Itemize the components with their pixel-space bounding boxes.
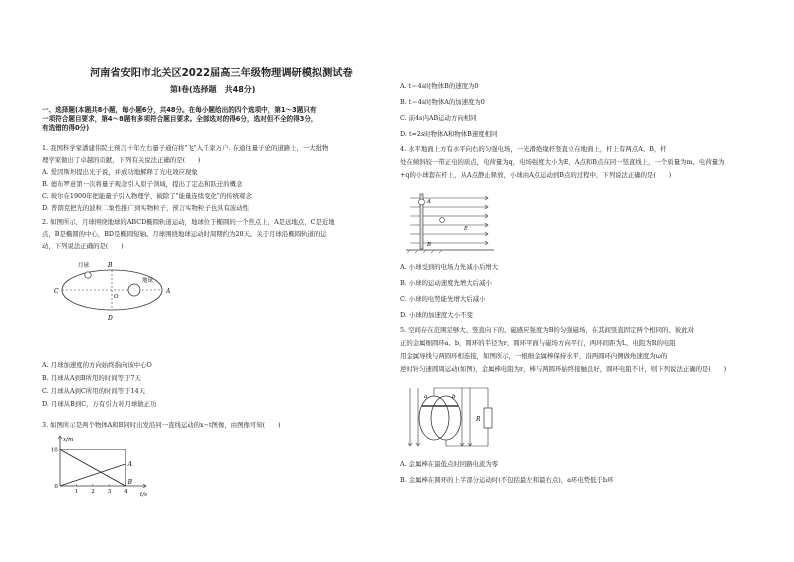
question-2-stem: 点，B是椭圆的中心，BD是椭圆短轴。月球围绕地球运动时周期约为28天。关于月球沿椭圆轨道的运 [42, 230, 327, 238]
ring-b [431, 396, 461, 440]
x-tick-label: 2 [91, 489, 95, 495]
right-column [400, 0, 745, 562]
label-b: B [108, 262, 113, 269]
question-4-stem: 4. 水平地面上方有水平向右的匀强电场，一光滑绝缘杆竖直立在地面上，杆上有两点A、B，杆 [400, 145, 667, 153]
question-1-option-c: C. 玻尔在1900年把能量子引入物理学，破除了"能量连续变化"的传统观念 [42, 192, 252, 200]
page-title: 河南省安阳市北关区2022届高三年级物理调研模拟测试卷 [90, 68, 353, 79]
series-label-b: B [127, 479, 133, 486]
orbit-figure [42, 258, 387, 324]
x-tick-label: 3 [107, 489, 112, 495]
question-1-option-d: D. 普朗克把光的波粒二象性推广到实物粒子，预言实物粒子也具有波动性 [42, 204, 250, 212]
label-a: a [424, 394, 428, 400]
rings-figure [406, 384, 502, 450]
question-5-stem: 5. 空间存在范围足够大、竖直向下的、磁感应强度为B的匀强磁场，在其间竖直固定两个相同的、彼此对 [400, 326, 695, 334]
question-2-stem: 动，下列说法正确的是( ) [42, 242, 124, 250]
resistor-r [484, 408, 492, 428]
section-intro-line: 一、选择题(本题共8小题，每小题6分，共48分。在每小题给出的四个选项中，第1～3题只有 [42, 106, 317, 114]
question-2-option-a: A. 月球加速度的方向始终指向该中心O [42, 361, 152, 369]
question-3-option-d: D. t=2s时物体A和物体B速度相同 [400, 130, 498, 138]
question-2-option-b: B. 月球从A到B所用的时间等于7天 [42, 374, 141, 382]
question-5-stem: 用金属导线与两圆环相连接，如图所示，一根细金属棒保持水平，沿两圆环内侧做角速度为ω的 [400, 352, 668, 360]
question-5-stem: 正的金属细圆环a、b，圆环的半径为r，圆环平面与磁场方向平行，两环间距为L，电阻为R的电阻 [400, 339, 676, 347]
label-e: E [464, 226, 469, 232]
label-r: R [476, 416, 481, 423]
label-a: A [427, 199, 431, 205]
x-axis-label: t/s [140, 492, 147, 498]
label-moon: 月球 [78, 263, 90, 269]
question-4-stem: 处在倾斜较一带正电的质点，电荷量为q，电场强度大小为E，A点和B点在同一竖直线上，一个质量为m、电荷量为 [400, 158, 725, 166]
question-4-stem: +q的小球套在杆上，从A点静止释放，小球由A点运动到B点的过程中，下列说法正确的是( ) [400, 171, 672, 179]
question-5-option-b: B. 金属棒在圆环的上半部分运动时(不包括最左和最右点)，a环电势低于b环 [400, 476, 614, 484]
question-2-option-d: D. 月球从B到C，万有引力对月球做正功 [42, 400, 157, 408]
label-earth: 地球 [142, 278, 154, 284]
field-figure [406, 190, 496, 254]
question-1-stem: 理学家做出了卓越的贡献，下列有关说法正确的是( ) [42, 156, 201, 164]
x-tick-label: 1 [74, 489, 79, 495]
earth-icon [128, 284, 140, 296]
label-b: B [427, 242, 432, 248]
question-3-option-a: A. t＝4s时物体B的速度为0 [400, 82, 479, 90]
question-4-option-c: C. 小球的电势能先增大后减小 [400, 295, 486, 303]
section-intro-line: 有选错的得0分) [42, 124, 90, 132]
charged-ball-icon [419, 199, 425, 205]
ring-a [419, 396, 449, 440]
question-4-option-b: B. 小球的运动速度先增大后减小 [400, 279, 492, 287]
question-3-option-b: B. t＝4s时物体A的加速度为0 [400, 98, 485, 106]
question-4-option-d: D. 小球的加速度大小不变 [400, 311, 473, 319]
question-2-option-c: C. 月球从A到C所用的时间等于14天 [42, 387, 146, 395]
label-d: D [108, 315, 113, 322]
y-tick-label: 10 [50, 447, 58, 454]
label-a: A [166, 288, 171, 295]
y-axis-label: x/m [63, 437, 74, 443]
label-o: O [114, 294, 119, 300]
moon-icon [85, 272, 91, 278]
question-1-option-a: A. 爱因斯坦提出光子说，并成功地解释了光电效应现象 [42, 168, 198, 176]
question-4-option-a: A. 小球受到的电场力先减小后增大 [400, 263, 499, 271]
question-1-stem: 1. 我国科学家潘建伟院士预言十年左右量子通信将"飞"入千家万户. 在通往量子论的道路上，一大批物 [42, 144, 329, 152]
series-label-a: A [127, 461, 132, 468]
question-1-option-b: B. 德布罗意第一次将量子观念引入原子领域，提出了定态和跃迁的概念 [42, 180, 243, 188]
x-tick-label: 4 [124, 489, 128, 495]
y-tick-label: 0 [54, 484, 58, 490]
xt-graph [42, 434, 162, 498]
section-intro-line: 一项符合题目要求，第4～8题有多项符合题目要求。全部选对的得6分，选对但不全的得3分， [42, 115, 318, 123]
question-3-stem: 3. 如图所示是两个物体A和B同时出发沿同一直线运动的x−t图像，由图像可知( ) [42, 421, 281, 429]
question-5-stem: 逆时针匀速圆周运动(如图)，金属棒电阻为r，棒与两圆环始终接触良好，圆环电阻不计，则下列说法正确的是( ) [400, 365, 727, 373]
question-2-stem: 2. 如图所示，月球围绕地球的ABCD椭圆轨道运动，地球位于椭圆的一个焦点上，A是远地点，C是近地 [42, 218, 335, 226]
point-charge-icon [440, 218, 445, 223]
label-b: b [452, 394, 456, 400]
left-column [42, 0, 387, 562]
question-5-option-a: A. 金属棒在最低点时回路电流为零 [400, 460, 499, 468]
volume-heading: 第Ⅰ卷(选择题 共48分) [170, 85, 256, 94]
label-c: C [54, 288, 59, 295]
question-3-option-c: C. 前4s内AB运动方向相同 [400, 114, 477, 122]
